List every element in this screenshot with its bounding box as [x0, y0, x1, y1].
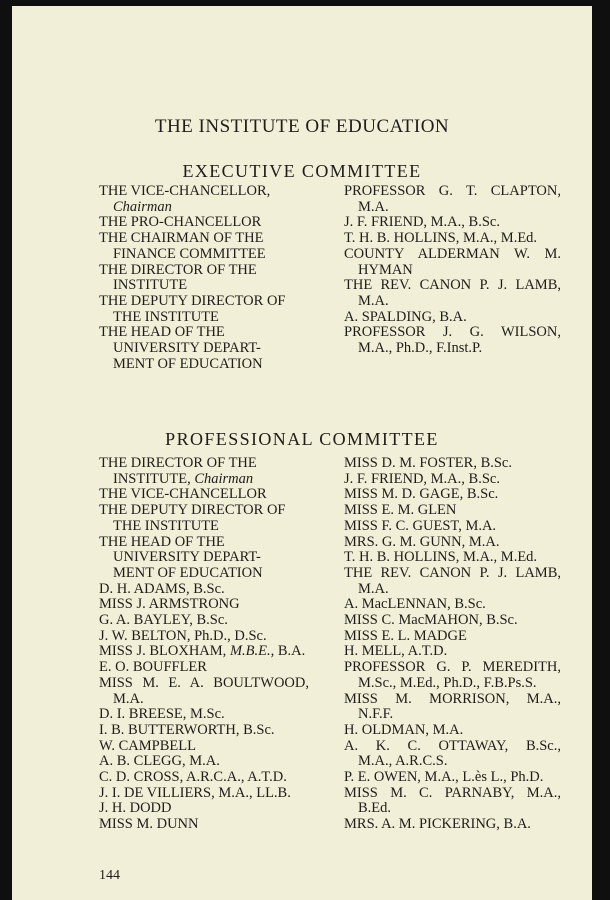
member-entry: THE VICE-CHANCELLOR, [99, 183, 271, 199]
member-entry: HYMAN [358, 261, 413, 278]
member-entry: N.F.F. [358, 706, 394, 723]
member-entry: MISS M. C. PARNABY, M.A., [344, 784, 561, 801]
member-entry: A. SPALDING, B.A. [344, 308, 467, 325]
member-entry: THE DEPUTY DIRECTOR OF [99, 502, 286, 519]
member-entry: MRS. A. M. PICKERING, B.A. [344, 816, 531, 833]
page-number: 144 [99, 868, 120, 883]
member-entry: MRS. G. M. GUNN, M.A. [344, 533, 500, 550]
member-entry: MENT OF EDUCATION [113, 564, 263, 581]
member-entry: H. MELL, A.T.D. [344, 643, 448, 660]
member-entry: W. CAMPBELL [99, 737, 196, 754]
member-entry: MISS D. M. FOSTER, B.Sc. [344, 455, 512, 471]
member-entry: THE DIRECTOR OF THE [99, 455, 257, 471]
executive-committee-heading: EXECUTIVE COMMITTEE [182, 161, 422, 181]
member-entry: FINANCE COMMITTEE [113, 245, 266, 262]
member-entry: THE REV. CANON P. J. LAMB, [344, 277, 561, 294]
executive-left-column [99, 184, 309, 372]
member-entry: D. I. BREESE, M.Sc. [99, 706, 225, 723]
member-entry: MISS F. C. GUEST, M.A. [344, 517, 497, 534]
member-entry: P. E. OWEN, M.A., L.ès L., Ph.D. [344, 769, 544, 786]
professional-left-column [99, 456, 309, 833]
member-entry: INSTITUTE [113, 277, 188, 294]
member-entry: UNIVERSITY DEPART- [113, 340, 261, 357]
member-entry: T. H. B. HOLLINS, M.A., M.Ed. [344, 230, 538, 247]
member-entry: THE CHAIRMAN OF THE [99, 230, 264, 247]
member-entry: A. B. CLEGG, M.A. [99, 753, 220, 770]
member-entry: THE VICE-CHANCELLOR [99, 486, 267, 503]
member-entry: COUNTY ALDERMAN W. M. [344, 245, 561, 262]
member-entry: M.A. [113, 690, 144, 707]
member-entry: J. W. BELTON, Ph.D., D.Sc. [99, 627, 267, 644]
member-entry: J. F. FRIEND, M.A., B.Sc. [344, 214, 500, 231]
member-entry: PROFESSOR G. P. MEREDITH, [344, 659, 561, 676]
member-entry: INSTITUTE, Chairman [113, 470, 254, 487]
member-entry: MISS E. M. GLEN [344, 502, 457, 519]
member-entry: THE REV. CANON P. J. LAMB, [344, 564, 561, 581]
member-entry: I. B. BUTTERWORTH, B.Sc. [99, 721, 275, 738]
member-entry: C. D. CROSS, A.R.C.A., A.T.D. [99, 769, 287, 786]
member-entry: PROFESSOR G. T. CLAPTON, [344, 183, 561, 199]
member-entry: J. F. FRIEND, M.A., B.Sc. [344, 470, 500, 487]
member-entry: B.Ed. [358, 800, 392, 817]
executive-right-column [344, 184, 561, 357]
member-entry: M.Sc., M.Ed., Ph.D., F.B.Ps.S. [358, 674, 537, 691]
member-entry: G. A. BAYLEY, B.Sc. [99, 612, 228, 629]
member-entry: E. O. BOUFFLER [99, 659, 207, 676]
member-entry: M.A. [358, 580, 389, 597]
member-entry: A. K. C. OTTAWAY, B.Sc., [344, 737, 561, 754]
member-entry: THE HEAD OF THE [99, 324, 225, 341]
member-entry: PROFESSOR J. G. WILSON, [344, 324, 561, 341]
member-entry: J. I. DE VILLIERS, M.A., LL.B. [99, 784, 291, 801]
book-page [12, 6, 592, 900]
member-entry: MISS M. DUNN [99, 816, 199, 833]
member-entry: UNIVERSITY DEPART- [113, 549, 261, 566]
member-entry: Chairman [113, 198, 172, 215]
member-entry: MISS J. ARMSTRONG [99, 596, 240, 613]
member-entry: MENT OF EDUCATION [113, 355, 263, 372]
member-entry: MISS E. L. MADGE [344, 627, 467, 644]
member-entry: THE INSTITUTE [113, 517, 219, 534]
member-entry: THE INSTITUTE [113, 308, 219, 325]
member-entry: T. H. B. HOLLINS, M.A., M.Ed. [344, 549, 538, 566]
page-title: THE INSTITUTE OF EDUCATION [154, 116, 450, 137]
member-entry: THE HEAD OF THE [99, 533, 225, 550]
member-entry: J. H. DODD [99, 800, 172, 817]
member-entry: MISS C. MacMAHON, B.Sc. [344, 612, 518, 629]
member-entry: THE DIRECTOR OF THE [99, 261, 257, 278]
member-entry: M.A. [358, 198, 389, 215]
member-entry: M.A., A.R.C.S. [358, 753, 448, 770]
member-entry: THE DEPUTY DIRECTOR OF [99, 292, 286, 309]
member-entry: THE PRO-CHANCELLOR [99, 214, 262, 231]
professional-committee-heading: PROFESSIONAL COMMITTEE [165, 429, 439, 449]
member-entry: MISS M. D. GAGE, B.Sc. [344, 486, 499, 503]
member-entry: MISS M. MORRISON, M.A., [344, 690, 561, 707]
professional-right-column [344, 456, 561, 833]
member-entry: M.A., Ph.D., F.Inst.P. [358, 340, 483, 357]
member-entry: MISS M. E. A. BOULTWOOD, [99, 674, 309, 691]
member-entry: M.A. [358, 292, 389, 309]
member-entry: H. OLDMAN, M.A. [344, 721, 464, 738]
member-entry: D. H. ADAMS, B.Sc. [99, 580, 225, 597]
member-entry: A. MacLENNAN, B.Sc. [344, 596, 486, 613]
member-entry: MISS J. BLOXHAM, M.B.E., B.A. [99, 643, 306, 660]
